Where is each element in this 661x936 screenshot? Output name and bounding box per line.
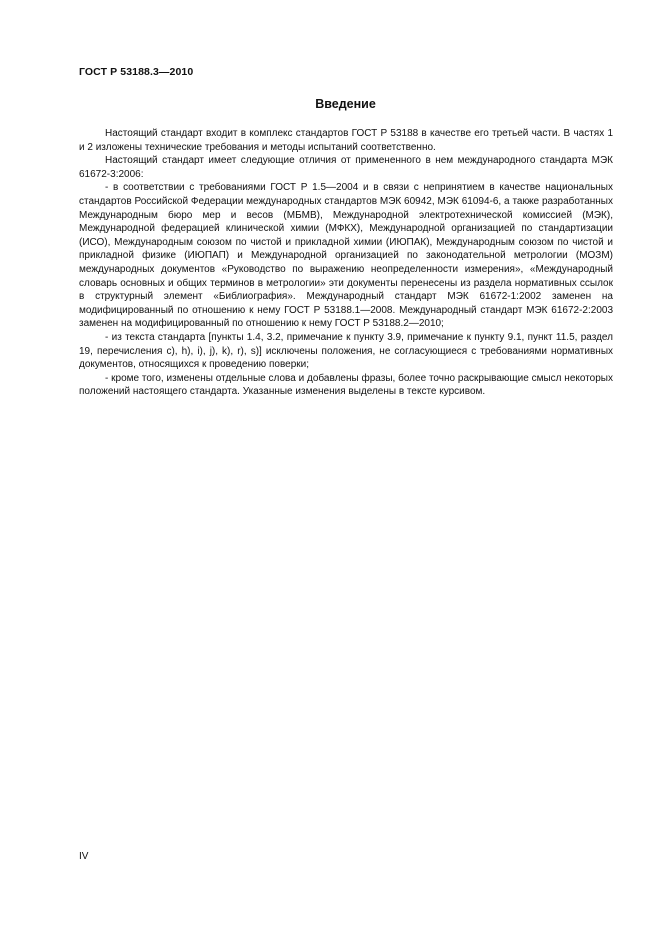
paragraph: Настоящий стандарт имеет следующие отличия от примененного в нем международного стандарта МЭК 61672-3:2006: xyxy=(79,155,613,180)
paragraph: - из текста стандарта [пункты 1.4, 3.2, примечание к пункту 3.9, примечание к пункту 9.1, пункт 11.5, раздел 19, перечисления с), h), i), j), k), r), s)] исключены положения, не согласующиеся с требованиями нормативных документов, относящихся к проведению поверки; xyxy=(79,331,613,371)
section-title: Введение xyxy=(315,97,376,111)
document-code: ГОСТ Р 53188.3—2010 xyxy=(79,66,194,78)
page-number: IV xyxy=(79,851,89,862)
paragraph: - кроме того, изменены отдельные слова и добавлены фразы, более точно раскрывающие смысл некоторых положений настоящего стандарта. Указанные изменения выделены в тексте курсивом. xyxy=(79,372,613,398)
paragraph: Настоящий стандарт входит в комплекс стандартов ГОСТ Р 53188 в качестве его третьей части. В частях 1 и 2 изложены технические требования и методы испытаний соответственно. xyxy=(79,128,613,153)
paragraph: - в соответствии с требованиями ГОСТ Р 1.5—2004 и в связи с непринятием в качестве национальных стандартов Российской Федерации международных стандартов МЭК 60942, МЭК 61094-6, а также разработанных Международным бюро мер и весов (МБМВ), Международной электротехнической комиссией (МЭК), Международной федерацией клинической химии (МФКХ), Международной организацией по стандартизации (ИСО), Международным союзом по чистой и прикладной химии (ИЮПАК), Международным союзом по чистой и прикладной физике (ИЮПАП) и Международной организацией по законодательной метрологии (МОЗМ) международных документов «Руководство по выражению неопределенности измерения», «Международный словарь основных и общих терминов в метрологии» эти документы перенесены из раздела нормативных ссылок в структурный элемент «Библиография». Международный стандарт МЭК 61672-1:2002 заменен на модифицированный по отношению к нему ГОСТ Р 53188.1—2008. Международный стандарт МЭК 61672-2:2003 заменен на модифицированный по отношению к нему ГОСТ Р 53188.2—2010; xyxy=(79,182,613,330)
document-body xyxy=(79,127,613,399)
